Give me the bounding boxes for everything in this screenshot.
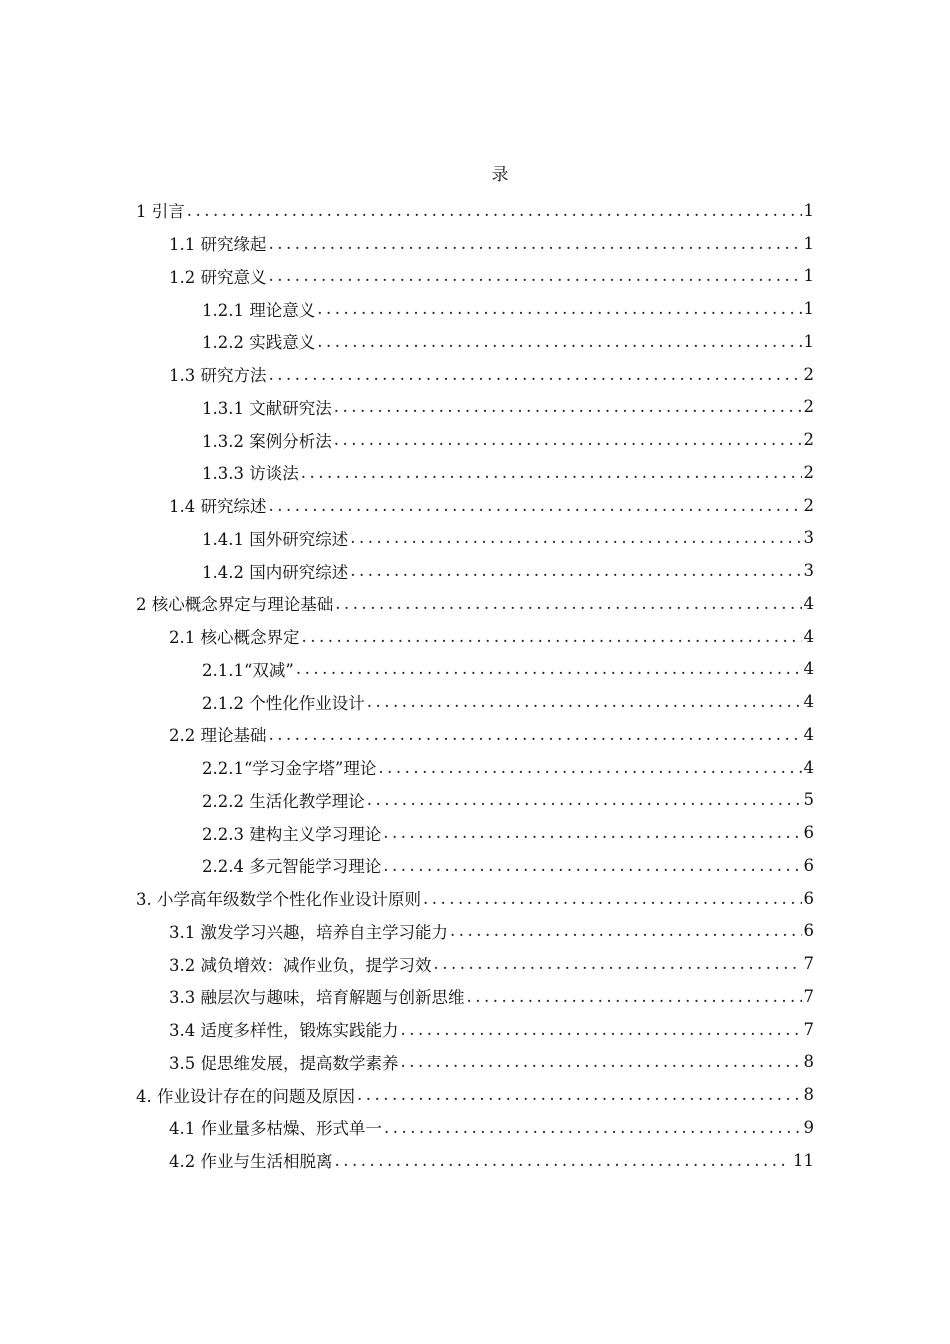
toc-entry[interactable] <box>136 816 814 849</box>
toc-entry-page-number: 1 <box>803 266 814 286</box>
toc-entry-label: 1.2.1 理论意义 <box>202 300 316 320</box>
dot-leader <box>301 463 802 482</box>
toc-entry[interactable] <box>136 1111 814 1144</box>
toc-entry[interactable] <box>136 423 814 456</box>
toc-entry-label: 1.3.2 案例分析法 <box>202 431 332 451</box>
dot-leader <box>335 1151 792 1170</box>
toc-entry-label: 3.4 适度多样性，锻炼实践能力 <box>169 1021 399 1041</box>
toc-entry[interactable] <box>136 260 814 293</box>
toc-entry-page-number: 2 <box>803 462 814 482</box>
toc-entry-label: 1.3.3 访谈法 <box>202 464 299 484</box>
toc-entry-label: 2.2.1“学习金字塔”理论 <box>202 759 377 779</box>
toc-entry-page-number: 8 <box>803 1085 814 1105</box>
toc-entry-label: 4.2 作业与生活相脱离 <box>169 1152 333 1172</box>
dot-leader <box>302 627 802 646</box>
dot-leader <box>334 397 802 416</box>
toc-entry-page-number: 2 <box>803 397 814 417</box>
dot-leader <box>401 1052 802 1071</box>
toc-entry-page-number: 6 <box>803 823 814 843</box>
toc-entry[interactable] <box>136 653 814 686</box>
toc-title: 录 <box>491 165 509 185</box>
toc-entry-label: 2.1.1“双减” <box>202 660 294 680</box>
toc-entry-label: 3.3 融层次与趣味，培育解题与创新思维 <box>169 988 465 1008</box>
dot-leader <box>450 921 802 940</box>
toc-entry-label: 1.4.2 国内研究综述 <box>202 562 349 582</box>
dot-leader <box>269 266 802 285</box>
toc-entry[interactable] <box>136 1144 814 1177</box>
toc-entry[interactable] <box>136 718 814 751</box>
dot-leader <box>383 823 801 842</box>
dot-leader <box>467 987 802 1006</box>
dot-leader <box>357 1085 802 1104</box>
toc-entry-label: 1.4.1 国外研究综述 <box>202 529 349 549</box>
toc-entry-label: 2.1.2 个性化作业设计 <box>202 693 365 713</box>
dot-leader <box>269 365 802 384</box>
dot-leader <box>334 430 802 449</box>
toc-entry-label: 1.3 研究方法 <box>169 366 267 386</box>
dot-leader <box>423 889 802 908</box>
toc-entry[interactable] <box>136 915 814 948</box>
toc-entry-label: 2.1 核心概念界定 <box>169 628 300 648</box>
toc-entry-page-number: 4 <box>803 757 814 777</box>
toc-entry-page-number: 1 <box>803 200 814 220</box>
dot-leader <box>187 201 802 220</box>
toc-entry[interactable] <box>136 391 814 424</box>
toc-entry-page-number: 4 <box>803 593 814 613</box>
dot-leader <box>317 332 801 351</box>
toc-entry[interactable] <box>136 882 814 915</box>
toc-entry-page-number: 4 <box>803 724 814 744</box>
toc-entry-page-number: 6 <box>803 921 814 941</box>
toc-entry-label: 3.1 激发学习兴趣，培养自主学习能力 <box>169 922 448 942</box>
toc-entry[interactable] <box>136 489 814 522</box>
toc-entry-page-number: 1 <box>803 331 814 351</box>
dot-leader <box>401 1020 802 1039</box>
toc-entry-page-number: 1 <box>803 233 814 253</box>
toc-entry[interactable] <box>136 980 814 1013</box>
dot-leader <box>367 692 802 711</box>
dot-leader <box>269 725 802 744</box>
toc-entry-page-number: 2 <box>803 364 814 384</box>
toc-entry[interactable] <box>136 358 814 391</box>
toc-entry[interactable] <box>136 194 814 227</box>
dot-leader <box>335 594 801 613</box>
toc-entry-page-number: 3 <box>803 528 814 548</box>
toc-entry[interactable] <box>136 456 814 489</box>
toc-entry-page-number: 4 <box>803 626 814 646</box>
toc-entry-page-number: 4 <box>803 659 814 679</box>
toc-entry[interactable] <box>136 751 814 784</box>
toc-entry[interactable] <box>136 849 814 882</box>
dot-leader <box>434 954 802 973</box>
toc-entry-page-number: 7 <box>803 1019 814 1039</box>
toc-entry[interactable] <box>136 685 814 718</box>
toc-entry-label: 1.1 研究缘起 <box>169 235 267 255</box>
toc-entry-label: 1 引言 <box>136 202 185 222</box>
dot-leader <box>269 496 802 515</box>
dot-leader <box>383 856 801 875</box>
toc-entry-page-number: 3 <box>803 561 814 581</box>
dot-leader <box>367 790 802 809</box>
toc-entry-label: 2 核心概念界定与理论基础 <box>136 595 334 615</box>
table-of-contents <box>136 194 814 1177</box>
toc-entry-label: 3. 小学高年级数学个性化作业设计原则 <box>136 890 421 910</box>
toc-entry-page-number: 2 <box>803 430 814 450</box>
toc-entry[interactable] <box>136 620 814 653</box>
toc-entry[interactable] <box>136 522 814 555</box>
dot-leader <box>378 758 801 777</box>
dot-leader <box>384 1118 802 1137</box>
toc-entry[interactable] <box>136 587 814 620</box>
toc-entry-page-number: 7 <box>803 986 814 1006</box>
toc-entry-page-number: 6 <box>803 888 814 908</box>
toc-entry-page-number: 7 <box>803 954 814 974</box>
toc-entry-label: 1.2 研究意义 <box>169 267 267 287</box>
toc-entry-page-number: 9 <box>803 1117 814 1137</box>
toc-entry[interactable] <box>136 1046 814 1079</box>
toc-entry-label: 4.1 作业量多枯燥、形式单一 <box>169 1119 382 1139</box>
toc-entry[interactable] <box>136 1078 814 1111</box>
toc-entry-label: 1.4 研究综述 <box>169 497 267 517</box>
toc-entry-label: 4. 作业设计存在的问题及原因 <box>136 1086 355 1106</box>
toc-entry[interactable] <box>136 554 814 587</box>
toc-entry[interactable] <box>136 1013 814 1046</box>
toc-entry-label: 1.3.1 文献研究法 <box>202 398 332 418</box>
toc-entry-page-number: 11 <box>793 1150 814 1170</box>
dot-leader <box>317 299 801 318</box>
toc-entry-page-number: 8 <box>803 1052 814 1072</box>
toc-entry-page-number: 4 <box>803 692 814 712</box>
toc-entry-page-number: 5 <box>803 790 814 810</box>
toc-entry-label: 3.5 促思维发展，提高数学素养 <box>169 1053 399 1073</box>
toc-entry[interactable] <box>136 784 814 817</box>
toc-entry-label: 2.2.3 建构主义学习理论 <box>202 824 382 844</box>
toc-entry[interactable] <box>136 292 814 325</box>
toc-entry-label: 2.2.2 生活化教学理论 <box>202 791 365 811</box>
dot-leader <box>269 234 802 253</box>
toc-entry-page-number: 6 <box>803 855 814 875</box>
toc-entry-label: 2.2 理论基础 <box>169 726 267 746</box>
dot-leader <box>350 528 801 547</box>
toc-entry-label: 1.2.2 实践意义 <box>202 333 316 353</box>
toc-entry[interactable] <box>136 947 814 980</box>
toc-entry-label: 3.2 减负增效：减作业负，提学习效 <box>169 955 432 975</box>
dot-leader <box>350 561 801 580</box>
toc-entry[interactable] <box>136 227 814 260</box>
toc-entry[interactable] <box>136 325 814 358</box>
toc-entry-page-number: 1 <box>803 299 814 319</box>
toc-entry-page-number: 2 <box>803 495 814 515</box>
dot-leader <box>296 659 802 678</box>
toc-entry-label: 2.2.4 多元智能学习理论 <box>202 857 382 877</box>
